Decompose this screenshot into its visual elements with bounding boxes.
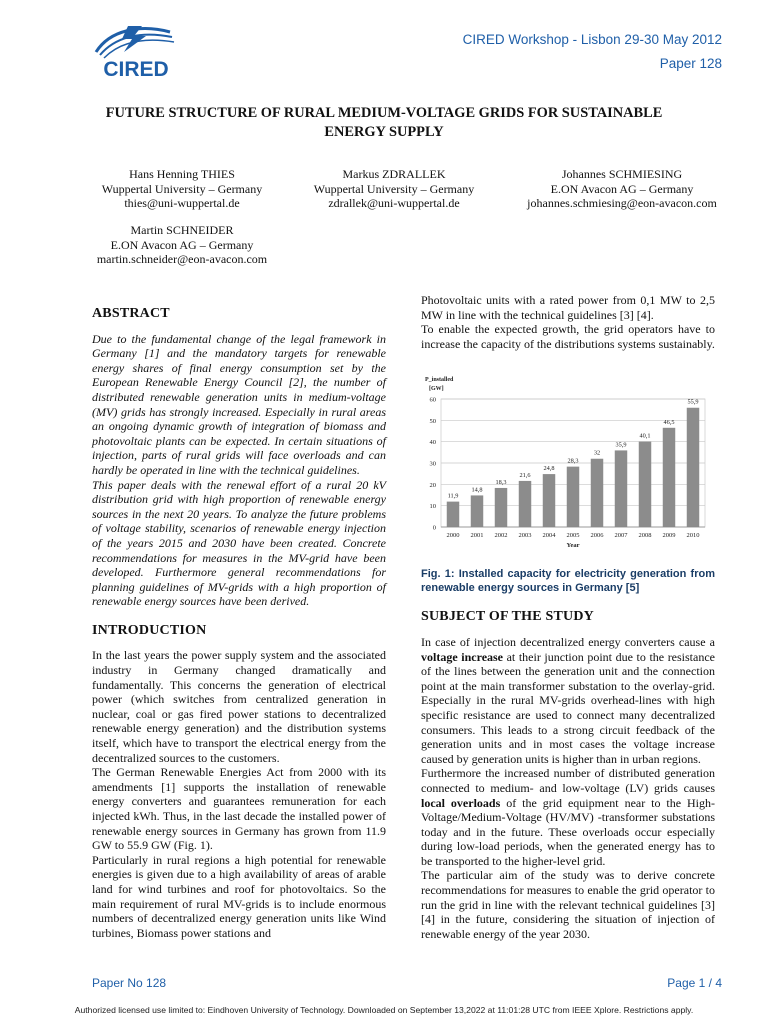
right-column [421, 293, 715, 941]
author-email: martin.schneider@eon-avacon.com [96, 252, 268, 266]
bar [567, 467, 579, 527]
x-tick-label: 2000 [446, 532, 460, 540]
author-email: johannes.schmiesing@eon-avacon.com [527, 196, 717, 210]
introduction-heading: INTRODUCTION [92, 622, 207, 638]
bar-value-label: 46,5 [663, 419, 675, 427]
bar [663, 428, 675, 527]
author-block-2 [284, 167, 504, 211]
intro-paragraph-3: Particularly in rural regions a high potential for renewable energies is given due to a high availability of areas of arable land for wind turbines and roof for photovoltaics. So the main requirement of rural MV-grids is to include enormous numbers of decentralized energy generation units like Wind turbines, Biomass power stations and [92, 852, 386, 940]
bar-value-label: 14,8 [471, 486, 483, 494]
footer-paper-no: Paper No 128 [92, 976, 167, 990]
author-block-1 [72, 167, 292, 211]
bar-value-label: 40,1 [639, 432, 651, 440]
x-tick-label: 2008 [638, 532, 652, 540]
author-affiliation: Wuppertal University – Germany [101, 181, 263, 196]
bar-value-label: 35,9 [615, 441, 627, 449]
license-notice: Authorized licensed use limited to: Eindhoven University of Technology. Downloaded on September 13,2022 at 11:01:28 UTC from IEEE Xplore. Restrictions apply. [74, 1005, 694, 1015]
bar [447, 502, 459, 527]
author-name: Hans Henning THIES [129, 167, 235, 181]
lightning-swoosh-icon [88, 22, 184, 82]
title-line-1: FUTURE STRUCTURE OF RURAL MEDIUM-VOLTAGE GRIDS FOR SUSTAINABLE [105, 105, 663, 121]
y-tick-label: 20 [429, 482, 436, 490]
subject-paragraph-2 [421, 766, 715, 868]
cired-logo [88, 22, 184, 82]
subject-paragraph-1 [421, 635, 715, 766]
right-paragraph-1: Photovoltaic units with a rated power from 0,1 MW to 2,5 MW in line with the technical guidelines [3] [4]. [421, 293, 715, 322]
x-tick-label: 2007 [614, 532, 628, 540]
text-run: Furthermore the increased number of distributed generation connected to medium- and low-voltage (LV) grids causes [421, 766, 715, 795]
y-axis-label: P_installed [425, 377, 454, 384]
intro-paragraph-1: In the last years the power supply system and the associated industry in Germany changed dramatically and fundamentally. This concerns the generation of electrical power (which switches from centralized generation in nuclear, coal or gas fired power stations to decentralized renewable energy generation) and the distribution systems itself, which have to transport the electrical energy from the decentralized sources to the customers. [92, 648, 386, 765]
author-affiliation: E.ON Avacon AG – Germany [110, 237, 254, 252]
bar-value-label: 32 [593, 450, 601, 458]
subject-heading: SUBJECT OF THE STUDY [421, 609, 594, 625]
abstract-heading: ABSTRACT [92, 306, 170, 321]
text-run: In case of injection decentralized energy converters cause a [421, 634, 715, 649]
bar [543, 474, 555, 527]
y-tick-label: 0 [432, 524, 436, 532]
y-tick-label: 40 [429, 439, 436, 447]
subject-paragraph-3: The particular aim of the study was to derive concrete recommendations for measures to enable the grid operator to run the grid in line with the relevant technical guidelines [3] [4] in the future, considering the situation of injection of renewable energy of the year 2030. [421, 868, 715, 941]
bar-value-label: 24,8 [543, 465, 555, 473]
x-tick-label: 2010 [686, 532, 700, 540]
text-run: at their junction point due to the resistance of the lines between the generation unit and the connection point at the main transformer substation to the overlay-grid. Especially in the rural MV-grids overhead-lines with high specific resistance are used to connect many decentralized consumers. This leads to a strong circuit feedback of the generation units and in most cases the voltage increase caused by generation units is higher than in urban regions. [421, 649, 715, 766]
figure-caption: Fig. 1: Installed capacity for electricity generation from renewable energy sources in Germany [5] [421, 568, 715, 595]
bar [591, 459, 603, 527]
y-tick-label: 50 [429, 418, 436, 426]
bar [495, 488, 507, 527]
author-affiliation: Wuppertal University – Germany [313, 181, 475, 196]
author-email: thies@uni-wuppertal.de [124, 196, 240, 210]
abstract-paragraph-2: This paper deals with the renewal effort of a rural 20 kV distribution grid with high proportion of renewable energy sources in the next 20 years. To analyze the future problems of voltage stability, scenarios of renewable energy injection of the years 2015 and 2030 have been created. Concrete recommendations for measures in the MV-grid have been developed. Furthermore general recommendations for planning guidelines of MV-grids with a high proportion of renewable energy sources have been derived. [92, 477, 386, 609]
x-tick-label: 2002 [494, 532, 508, 540]
bar-value-label: 11,9 [447, 492, 459, 500]
y-tick-label: 10 [429, 503, 436, 511]
left-column [92, 307, 386, 940]
bar-value-label: 18,3 [495, 479, 507, 487]
title-line-2: ENERGY SUPPLY [324, 124, 444, 140]
x-axis-label: Year [566, 542, 580, 550]
bar [471, 496, 483, 528]
bold-term-voltage-increase: voltage increase [421, 649, 504, 664]
bar [687, 408, 699, 527]
bold-term-local-overloads: local overloads [421, 795, 501, 810]
x-tick-label: 2006 [590, 532, 604, 540]
installed-capacity-chart [415, 369, 715, 559]
author-name: Johannes SCHMIESING [561, 167, 683, 181]
author-email: zdrallek@uni-wuppertal.de [328, 196, 460, 210]
paper-number: Paper 128 [659, 56, 722, 71]
author-block-4 [72, 223, 292, 267]
x-tick-label: 2003 [518, 532, 532, 540]
intro-paragraph-2: The German Renewable Energies Act from 2000 with its amendments [1] supports the installation of renewable energy converters and guarantees remuneration for each injected kWh. Thus, in the last decade the installed power of renewable energy sources in Germany has grown from 11.9 GW to 55.9 GW (Fig. 1). [92, 765, 386, 853]
x-tick-label: 2009 [662, 532, 676, 540]
bar-value-label: 21,6 [519, 472, 531, 480]
author-name: Markus ZDRALLEK [342, 167, 446, 181]
workshop-line: CIRED Workshop - Lisbon 29-30 May 2012 [462, 32, 722, 47]
figure-1 [415, 369, 715, 559]
bar [639, 442, 651, 528]
y-tick-label: 60 [429, 396, 436, 404]
footer-page-number: Page 1 / 4 [667, 976, 722, 990]
bar [519, 481, 531, 527]
bar [615, 451, 627, 528]
author-name: Martin SCHNEIDER [130, 223, 234, 237]
text-run: of the grid equipment near to the High-Voltage/Medium-Voltage (HV/MV) -transformer substations today and in the future. These overloads occur especially during low-load periods, when the generated energy has to be transported to the higher-level grid. [421, 795, 716, 868]
x-tick-label: 2005 [566, 532, 580, 540]
right-paragraph-2: To enable the expected growth, the grid operators have to increase the capacity of the distributions systems sustainably. [421, 322, 715, 351]
logo-text: CIRED [103, 58, 169, 81]
y-axis-unit: [GW] [429, 386, 444, 393]
author-block-3 [512, 167, 732, 211]
x-tick-label: 2004 [542, 532, 556, 540]
paper-title [80, 104, 688, 142]
abstract-paragraph-1: Due to the fundamental change of the legal framework in Germany [1] and the mandatory targets for renewable energy shares of final energy consumption set by the European Renewable Energy Council [2], the number of distributed renewable generation units in medium-voltage (MV) grids has strongly increased. Especially in rural areas an ongoing dynamic growth of integration of biomass and photovoltaic plants can be expected. In certain situations of injection, parts of rural grids will face overloads and can hardly be operated in line with the technical guidelines. [92, 331, 386, 477]
x-tick-label: 2001 [470, 532, 484, 540]
bar-value-label: 55,9 [687, 399, 699, 407]
y-tick-label: 30 [429, 460, 436, 468]
bar-value-label: 28,3 [567, 458, 579, 466]
author-affiliation: E.ON Avacon AG – Germany [550, 181, 694, 196]
